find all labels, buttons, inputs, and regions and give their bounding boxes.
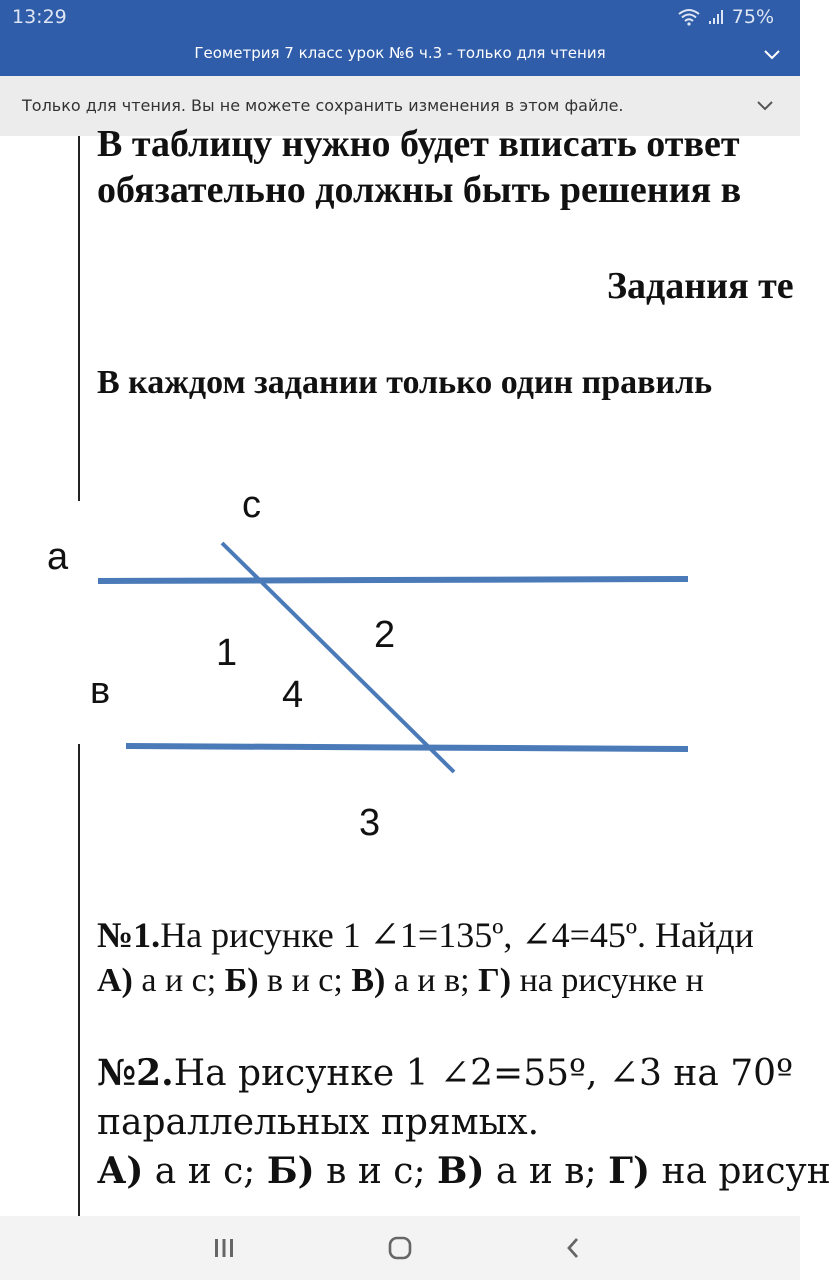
label-angle-4: 4 bbox=[282, 674, 304, 716]
task1-question bbox=[97, 914, 754, 956]
option-text: в и с; bbox=[314, 1151, 438, 1192]
line-b bbox=[126, 746, 688, 749]
signal-icon bbox=[708, 9, 724, 25]
option-text: в и с; bbox=[258, 962, 352, 999]
chevron-down-icon[interactable] bbox=[754, 94, 776, 116]
option-text: а и с; bbox=[143, 1151, 267, 1192]
document-title-bar bbox=[0, 36, 800, 76]
label-angle-2: 2 bbox=[374, 614, 396, 656]
option-letter: А) bbox=[97, 962, 133, 999]
option-letter: Г) bbox=[608, 1150, 651, 1192]
status-time: 13:29 bbox=[12, 6, 67, 28]
battery-percent: 75% bbox=[731, 6, 774, 28]
doc-line-2: обязательно должны быть решения в bbox=[97, 169, 742, 211]
label-b: в bbox=[90, 670, 111, 712]
task2-question bbox=[97, 1052, 793, 1094]
recents-icon[interactable] bbox=[208, 1232, 240, 1264]
task1-text: На рисунке 1 ∠1=135º, ∠4=45º. Найди bbox=[160, 915, 754, 955]
task1-options bbox=[97, 962, 704, 1000]
task2-options bbox=[97, 1150, 831, 1192]
task2-number: №2. bbox=[97, 1052, 174, 1094]
label-c: с bbox=[242, 484, 261, 526]
line-a bbox=[98, 579, 688, 581]
option-text: а и в; bbox=[484, 1151, 609, 1192]
label-angle-3: 3 bbox=[359, 802, 381, 844]
option-letter: В) bbox=[437, 1150, 485, 1192]
option-text: а и с; bbox=[132, 962, 225, 999]
label-a: а bbox=[47, 536, 69, 578]
option-text: а и в; bbox=[385, 962, 479, 999]
label-angle-1: 1 bbox=[216, 632, 238, 674]
instruction-text: В каждом задании только один правиль bbox=[97, 364, 713, 401]
wifi-icon bbox=[678, 8, 700, 26]
status-bar bbox=[0, 0, 800, 36]
doc-line-1: В таблицу нужно будет вписать ответ bbox=[97, 123, 740, 165]
option-text: на рисунке н bbox=[511, 962, 704, 999]
read-only-notice-text: Только для чтения. Вы не можете сохранить изменения в этом файле. bbox=[22, 96, 624, 115]
option-letter: Б) bbox=[266, 1150, 315, 1192]
section-title: Задания те bbox=[607, 265, 794, 307]
document-page[interactable] bbox=[0, 123, 831, 1216]
option-text: на рисун bbox=[650, 1151, 831, 1192]
home-icon[interactable] bbox=[384, 1232, 416, 1264]
document-title: Геометрия 7 класс урок №6 ч.3 - только для чтения bbox=[194, 44, 606, 62]
system-nav-bar bbox=[0, 1216, 800, 1280]
chevron-down-icon[interactable] bbox=[760, 42, 784, 66]
option-letter: А) bbox=[97, 1150, 144, 1192]
option-letter: Б) bbox=[224, 962, 259, 999]
option-letter: Г) bbox=[478, 962, 512, 999]
option-letter: В) bbox=[351, 962, 386, 999]
status-icons bbox=[678, 6, 774, 28]
task1-number: №1. bbox=[97, 915, 161, 955]
task2-text: На рисунке 1 ∠2=55º, ∠3 на 70º bbox=[173, 1053, 793, 1094]
task2-line-2: параллельных прямых. bbox=[97, 1102, 540, 1143]
back-icon[interactable] bbox=[558, 1232, 590, 1264]
